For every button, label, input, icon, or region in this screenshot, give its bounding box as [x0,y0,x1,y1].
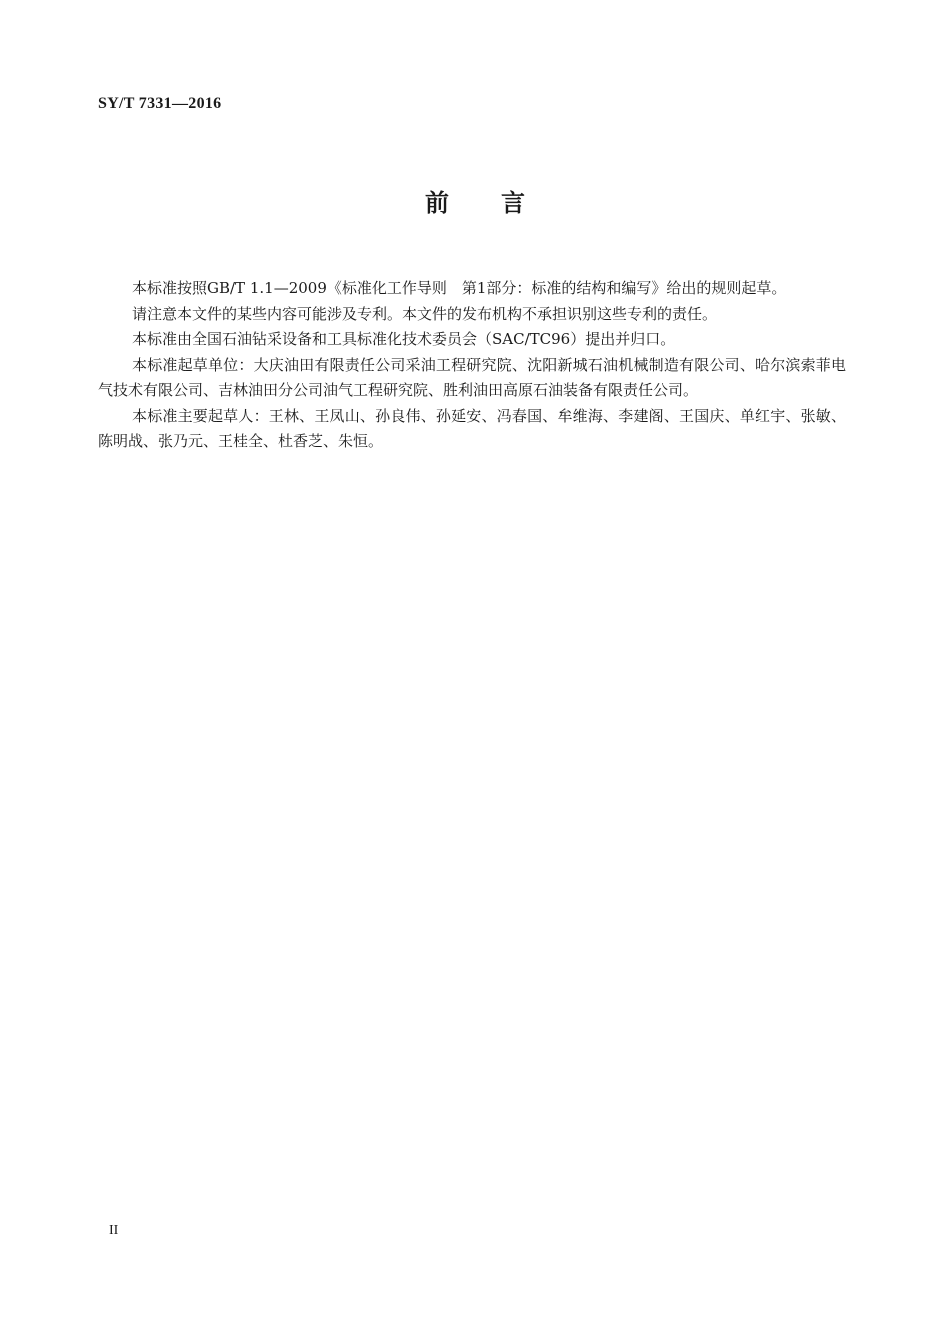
paragraph-proposing-committee: 本标准由全国石油钻采设备和工具标准化技术委员会（SAC/TC96）提出并归口。 [132,330,676,348]
standard-code: SY/T 7331—2016 [98,95,222,112]
foreword-body [98,276,846,455]
page-title: 前言 [425,189,577,217]
page-number: II [109,1223,119,1238]
paragraph-drafting-units: 本标准起草单位：大庆油田有限责任公司采油工程研究院、沈阳新城石油机械制造有限公司、哈尔滨索菲电气技术有限公司、吉林油田分公司油气工程研究院、胜利油田高原石油装备有限责任公司。 [98,355,846,399]
paragraph-drafting-rules: 本标准按照GB/T 1.1—2009《标准化工作导则 第1部分：标准的结构和编写》给出的规则起草。 [132,279,787,297]
paragraph-patent-notice: 请注意本文件的某些内容可能涉及专利。本文件的发布机构不承担识别这些专利的责任。 [132,304,718,323]
paragraph-main-drafters: 本标准主要起草人：王林、王凤山、孙良伟、孙延安、冯春国、牟维海、李建阁、王国庆、单红宇、张敏、陈明战、张乃元、王桂全、杜香芝、朱恒。 [98,406,846,450]
